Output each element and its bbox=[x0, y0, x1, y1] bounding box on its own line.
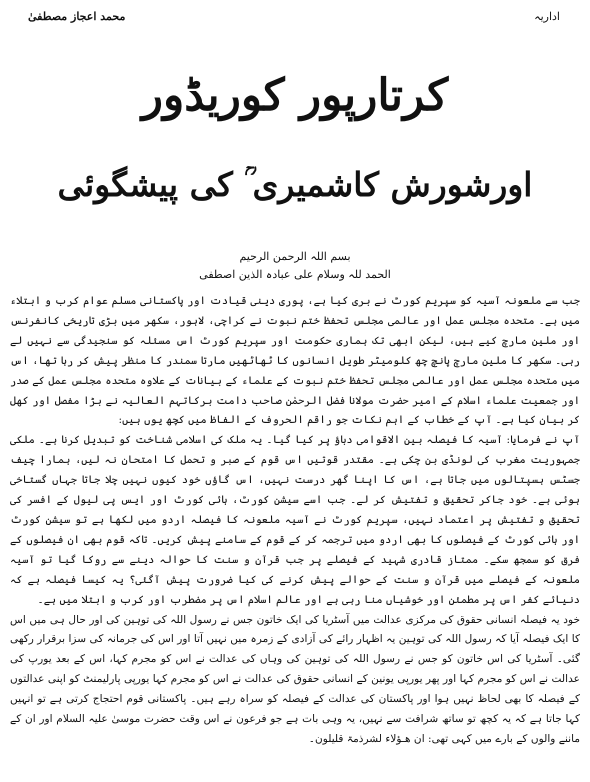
paragraph-3: خود یہ فیصلہ انسانی حقوق کی مرکزی عدالت میں آسٹریا کی ایک خاتون جس نے رسول اللہ کی توہین کی اور حال ہی میں اس کا ایک فیصلہ آیا کہ رسول اللہ کی توہین یہ اظہار رائے کی آزادی کے زمرہ میں نہیں آتا اور اس کی جرمانہ کی سزا برقرار رکھی گئی۔ آسٹریا کی اس خاتون کو جس نے رسول اللہ کی توہین کی وہاں کی عدالت نے اس کو مجرم کہا، اس کے بعد یورپ کی عدالت نے اس کو مجرم کہا اور پھر یورپی یونین کے انسانی حقوق کی عدالت نے اس کو مجرم کہا یورپی پارلیمنٹ کو اپنی عدالتوں کے فیصلہ کا بھی لحاظ نہیں ہوا اور پاکستان کی عدالت کے فیصلہ کو سراہ رہے ہیں۔ پاکستانی قوم احتجاج کرتی ہے تو انہیں کہا جاتا ہے کہ یہ کچھ تو ساتھ شرافت سے نہیں، یہ وہی بات ہے جو فرعون نے اس وقت حضرت موسیٰ علیہ السلام اور ان کے ماننے والوں کے بارے میں کہی تھی: ان ھـؤلاء لشرذمۃ قلیلون۔ bbox=[10, 613, 580, 745]
page-title: کرتارپور کوریڈور bbox=[141, 70, 449, 121]
author-name: محمد اعجاز مصطفیٰ bbox=[28, 10, 126, 23]
hamd-line: الحمد للہ وسلام علی عبادہ الذین اصطفی bbox=[199, 268, 391, 281]
article-body bbox=[10, 292, 580, 750]
paragraph-1: جب سے ملعونہ آسیہ کو سپریم کورٹ نے بری کیا ہے، پوری دینی قیادت اور پاکستانی مسلم عوام کرب و ابتلاء میں ہے۔ متحدہ مجلس عمل اور عالمی مجلس تحفظ ختم نبوت نے کراچی، لاہور، سکھر میں بڑی تاریخی کانفرنس اور ملین مارچ کیے ہیں، لیکن ابھی تک ہماری حکومت اور سپریم کورٹ اس مسئلہ کو سنجیدگی سے نہیں لے رہی۔ سکھر کا ملین مارچ پانچ چھ کلومیٹر طویل انسانوں کا ٹھاٹھیں مارتا سمندر کا منظر پیش کر رہا تھا، اس میں متحدہ مجلس عمل اور عالمی مجلس تحفظ ختم نبوت کے علماء کے بیانات کے علاوہ متحدہ مجلس عمل کے صدر اور جمعیت علماء اسلام کے امیر حضرت مولانا فضل الرحمٰن صاحب دامت برکاتہم العالیہ نے بڑا مفصل اور کھل کر بیان کیا ہے۔ آپ کے خطاب کے اہم نکات جو راقم الحروف کے الفاظ میں کچھ یوں ہیں: bbox=[10, 295, 580, 427]
bismillah-line: بسم اللہ الرحمن الرحیم bbox=[239, 250, 351, 263]
page-subtitle: اورشورش کاشمیری ؒ کی پیشگوئی bbox=[57, 165, 533, 204]
paragraph-2: آپ نے فرمایا: آسیہ کا فیصلہ بین الاقوامی دباؤ پر کیا گیا۔ یہ ملک کی اسلامی شناخت کو تبدیل کرنا ہے۔ ملکی جمہوریت مغرب کی لونڈی بن چکی ہے۔ مقتدر قوتیں اس قوم کے صبر و تحمل کا امتحان نہ لیں، ہمارا چیف جسٹس ہسپتالوں میں جاتا ہے، اس کا اپنا گھر درست نہیں، اس گاؤں خود کیوں نہیں چلا جاتا جہاں گستاخی ہوئی ہے۔ خود جاکر تحقیق و تفتیش کر لے۔ جب اسے سیشن کورٹ، ہائی کورٹ اور ایس پی لیول کے افسر کی تحقیق و تفتیش پر اعتماد نہیں، سپریم کورٹ نے آسیہ ملعونہ کا فیصلہ اردو میں لکھا ہے تو سیشن کورٹ اور ہائی کورٹ کے فیصلوں کا بھی اردو میں ترجمہ کر کے قوم کے سامنے پیش کریں۔ تاکہ قوم بھی ان فیصلوں کے فرق کو سمجھ سکے۔ ممتاز قادری شہید کے فیصلے پر جب قرآن و سنت کا حوالہ دینے سے روکا گیا تو آسیہ ملعونہ کے فیصلے میں قرآن و سنت کے حوالے پیش کرنے کی کیا ضرورت پیش آگئی؟ یہ کیسا فیصلہ ہے کہ دنیائے کفر اس پر مطمئن اور خوشیاں منا رہی ہے اور عالم اسلام اس پر مضطرب اور کرب و ابتلا میں ہے۔ bbox=[10, 434, 580, 606]
section-label: اداریہ bbox=[534, 10, 560, 23]
